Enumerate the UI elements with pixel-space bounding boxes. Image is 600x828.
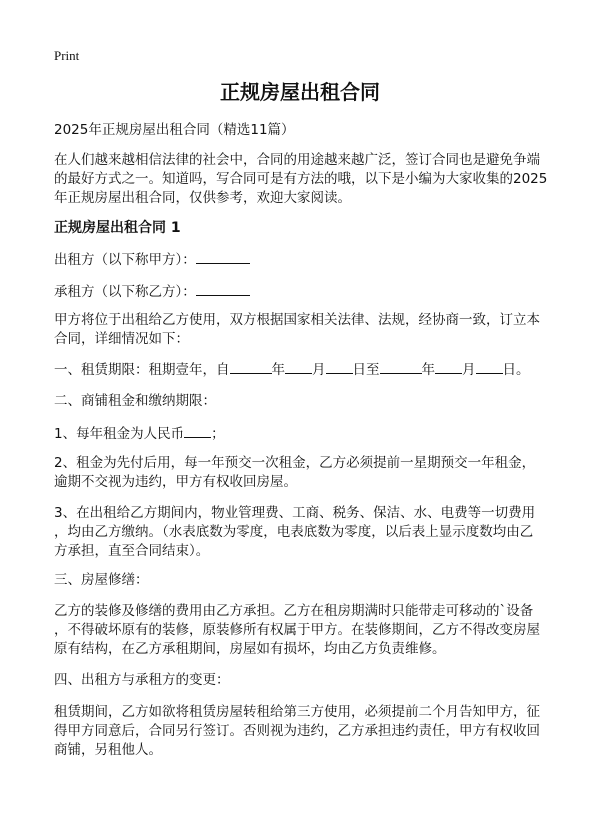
blank [285,359,312,374]
text-line: 的最好方式之一。知道吗，写合同可是有方法的哦，以下是小编为大家收集的2025 [54,171,548,187]
text-line: 2、租金为先付后用，每一年预交一次租金，乙方必须提前一星期预交一年租金， [54,455,536,471]
lessee-line [54,281,554,302]
term-text: 年 [271,362,285,378]
rent-clause-2 [54,454,554,492]
lessor-blank [196,249,250,264]
text-line: 乙方的装修及修缮的费用由乙方承担。乙方在租房期满时只能带走可移动的`设备 [54,603,534,619]
term-text: 日。 [502,362,530,378]
term-prefix: 一、租赁期限：租期壹年，自 [54,362,230,378]
blank [476,359,503,374]
lessee-blank [196,281,250,296]
repair-paragraph [54,602,554,659]
change-paragraph [54,703,554,760]
text-line: 年正规房屋出租合同，仅供参考，欢迎大家阅读。 [54,190,351,206]
rent-clause-3 [54,504,554,561]
text-line: 方承担，直至合同结束）。 [54,543,210,559]
text-line: 合同，详细情况如下： [54,331,189,347]
blank [184,423,211,438]
blank [326,359,353,374]
lessor-line [54,249,554,270]
rent-heading: 二、商铺租金和缴纳期限： [54,393,216,409]
repair-heading: 三、房屋修缮： [54,572,149,588]
term-text: 月 [462,362,476,378]
lessor-label: 出租方（以下称甲方）： [54,252,196,268]
preamble-paragraph [54,311,554,349]
blank [230,359,272,374]
term-text: 日至 [352,362,380,378]
text-line: 在人们越来越相信法律的社会中，合同的用途越来越广泛，签订合同也是避免争端 [54,152,540,168]
subtitle: 2025年正规房屋出租合同（精选11篇） [54,122,295,138]
text-line: 商铺，另租他人。 [54,742,162,758]
rent-clause-1 [54,423,554,444]
term-text: 月 [312,362,326,378]
text-line: 原有结构，在乙方承租期间，房屋如有损坏，均由乙方负责维修。 [54,641,446,657]
text-line: ，不得破坏原有的装修，原装修所有权属于甲方。在装修期间，乙方不得改变房屋 [54,622,540,638]
document-title: 正规房屋出租合同 [220,80,380,104]
change-heading: 四、出租方与承租方的变更： [54,672,230,688]
blank [380,359,422,374]
term-line [54,359,554,380]
rent-1-suffix: ； [211,426,225,442]
text-line: 3、在出租给乙方期间内，物业管理费、工商、税务、保洁、水、电费等一切费用 [54,505,536,521]
intro-paragraph [54,151,554,208]
text-line: 逾期不交视为违约，甲方有权收回房屋。 [54,474,297,490]
text-line: ，均由乙方缴纳。（水表底数为零度，电表底数为零度，以后表上显示度数均由乙 [54,524,534,540]
text-line: 租赁期间，乙方如欲将租赁房屋转租给第三方使用，必须提前二个月告知甲方，征 [54,704,540,720]
text-line: 得甲方同意后，合同另行签订。否则视为违约，乙方承担违约责任，甲方有权收回 [54,723,540,739]
lessee-label: 承租方（以下称乙方）： [54,284,196,300]
print-link[interactable]: Print [54,48,80,63]
rent-1-text: 1、每年租金为人民币 [54,426,185,442]
term-text: 年 [421,362,435,378]
section-heading: 正规房屋出租合同 1 [54,220,181,236]
blank [435,359,462,374]
text-line: 甲方将位于出租给乙方使用，双方根据国家相关法律、法规，经协商一致，订立本 [54,312,540,328]
